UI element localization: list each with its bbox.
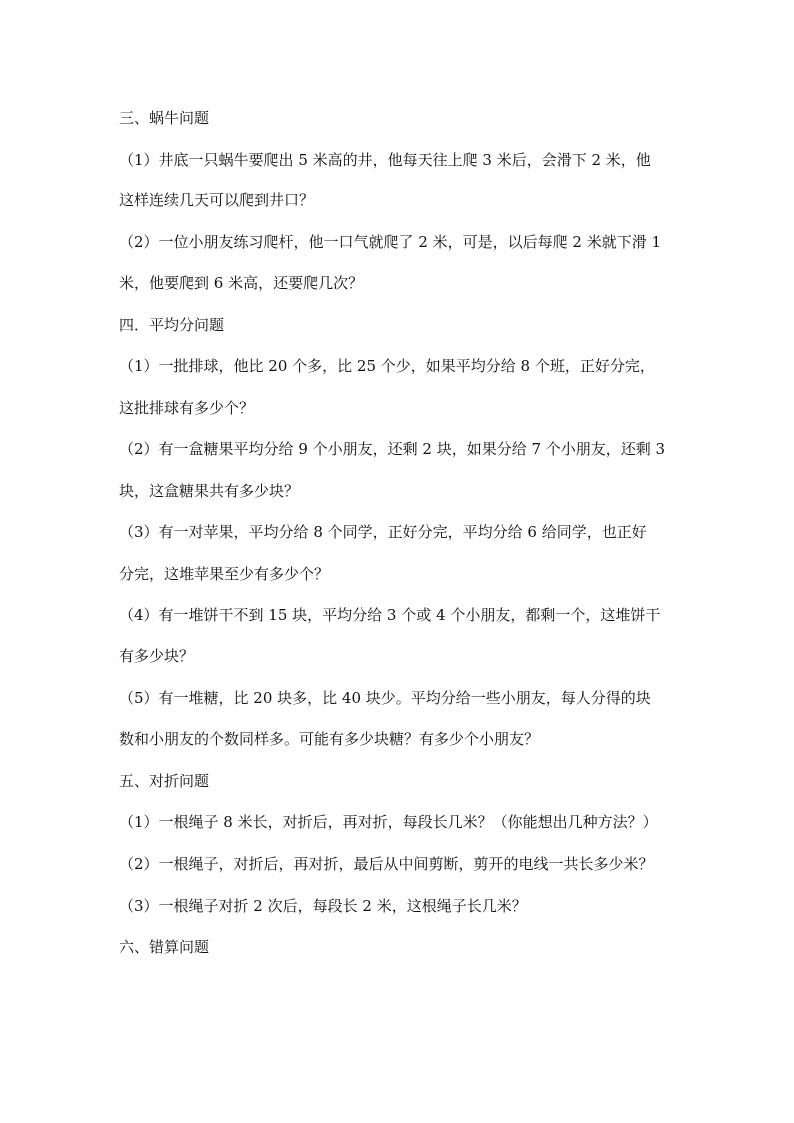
problem-line: （3）有一对苹果，平均分给 8 个同学，正好分完，平均分给 6 给同学，也正好 [119, 523, 647, 541]
problem-line: 有多少块？ [119, 647, 195, 665]
problem-line: （1）一批排球，他比 20 个多，比 25 个少，如果平均分给 8 个班，正好分完， [119, 357, 655, 375]
problem-line: 米，他要爬到 6 米高，还要爬几次？ [119, 274, 364, 292]
problem-line: （4）有一堆饼干不到 15 块，平均分给 3 个或 4 个小朋友，都剩一个，这堆饼干 [119, 606, 661, 624]
problem-line: （2）有一盒糖果平均分给 9 个小朋友，还剩 2 块，如果分给 7 个小朋友，还剩 3 [119, 440, 666, 458]
section-heading-miscalculation: 六、错算问题 [119, 938, 210, 956]
problem-line: 这批排球有多少个？ [119, 399, 255, 417]
section-heading-fold: 五、对折问题 [119, 772, 210, 790]
problem-line: （1）一根绳子 8 米长，对折后，再对折，每段长几米？（你能想出几种方法？） [119, 813, 658, 831]
problem-line: （5）有一堆糖，比 20 块多，比 40 块少。平均分给一些小朋友，每人分得的块 [119, 689, 651, 707]
problem-line: 数和小朋友的个数同样多。可能有多少块糖？有多少个小朋友？ [119, 730, 540, 748]
problem-line: （3）一根绳子对折 2 次后，每段长 2 米，这根绳子长几米？ [119, 897, 527, 915]
problem-line: （2）一位小朋友练习爬杆，他一口气就爬了 2 米，可是，以后每爬 2 米就下滑 1 [119, 233, 662, 251]
problem-line: （2）一根绳子，对折后，再对折，最后从中间剪断，剪开的电线一共长多少米？ [119, 855, 654, 873]
problem-line: （1）井底一只蜗牛要爬出 5 米高的井，他每天往上爬 3 米后，会滑下 2 米，他 [119, 151, 651, 169]
problem-line: 分完，这堆苹果至少有多少个？ [119, 565, 330, 583]
section-heading-snail: 三、蜗牛问题 [119, 109, 210, 127]
problem-line: 这样连续几天可以爬到井口？ [119, 191, 315, 209]
section-heading-average: 四．平均分问题 [119, 316, 225, 334]
problem-line: 块，这盒糖果共有多少块？ [119, 482, 300, 500]
